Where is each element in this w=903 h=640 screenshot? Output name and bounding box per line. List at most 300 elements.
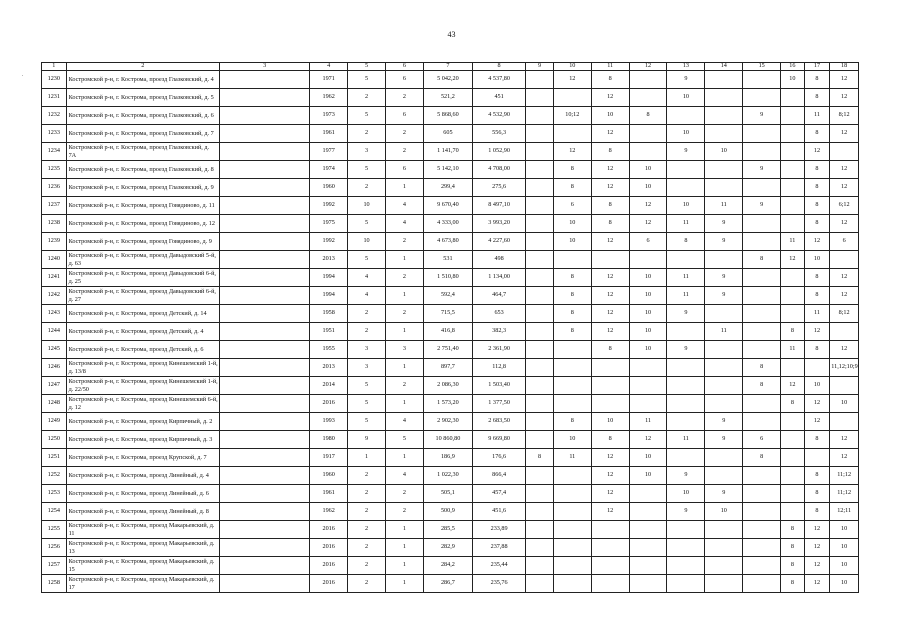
table-cell: 10 (667, 485, 705, 503)
table-cell (220, 305, 310, 323)
table-cell: 6 (629, 233, 667, 251)
table-cell: 11;12 (830, 467, 859, 485)
table-cell (526, 323, 554, 341)
table-cell: 6 (743, 431, 781, 449)
table-cell (553, 503, 591, 521)
table-cell: 9 (743, 107, 781, 125)
table-cell (553, 467, 591, 485)
table-cell: 2016 (310, 557, 348, 575)
table-cell: 4 537,80 (472, 71, 525, 89)
table-cell: 10 (629, 323, 667, 341)
table-cell: 2014 (310, 377, 348, 395)
table-cell: 186,9 (423, 449, 472, 467)
table-cell: 10 (629, 161, 667, 179)
table-cell: 1960 (310, 179, 348, 197)
table-cell (705, 557, 743, 575)
table-cell: 8 (553, 269, 591, 287)
row-number-cell: 1231 (42, 89, 67, 107)
table-cell: 4 (385, 215, 423, 233)
table-cell: 451 (472, 89, 525, 107)
row-number-cell: 1233 (42, 125, 67, 143)
table-cell: 8 497,10 (472, 197, 525, 215)
table-cell: 4 (348, 269, 386, 287)
table-cell: 2 (385, 377, 423, 395)
table-cell: 1917 (310, 449, 348, 467)
table-cell: 3 (348, 143, 386, 161)
table-row (42, 521, 859, 539)
table-cell: 1 (385, 449, 423, 467)
table-cell (667, 179, 705, 197)
table-cell: 12 (830, 431, 859, 449)
table-row (42, 197, 859, 215)
table-cell (526, 125, 554, 143)
table-cell (591, 251, 629, 269)
table-cell (553, 377, 591, 395)
table-cell: 12 (781, 377, 805, 395)
table-cell (553, 575, 591, 593)
table-cell: 6;12 (830, 197, 859, 215)
table-cell: 866,4 (472, 467, 525, 485)
table-cell: 10 (629, 449, 667, 467)
table-cell: 11 (781, 341, 805, 359)
row-number-cell: 1245 (42, 341, 67, 359)
column-number-header: 5 (348, 63, 386, 71)
address-cell: Костромской р-н, г. Кострома, проезд Кинешемский 1-й, д. 22/50 (66, 377, 220, 395)
table-cell (553, 359, 591, 377)
table-cell: 5 (385, 431, 423, 449)
housing-register-table (41, 62, 859, 593)
table-cell: 12 (591, 233, 629, 251)
table-cell: 8 (781, 539, 805, 557)
table-cell: 8 (781, 575, 805, 593)
table-cell: 12;11 (830, 503, 859, 521)
table-cell: 8 (804, 161, 830, 179)
table-cell: 8 (781, 521, 805, 539)
table-cell: 4 (385, 197, 423, 215)
table-cell: 2013 (310, 359, 348, 377)
table-cell (526, 71, 554, 89)
table-cell: 11 (667, 431, 705, 449)
table-cell: 8 (804, 71, 830, 89)
table-cell: 2 (385, 143, 423, 161)
address-cell: Костромской р-н, г. Кострома, проезд Кинешемский 6-й, д. 12 (66, 395, 220, 413)
table-cell: 112,8 (472, 359, 525, 377)
table-cell: 12 (591, 503, 629, 521)
row-number-cell: 1247 (42, 377, 67, 395)
table-cell (553, 485, 591, 503)
table-cell: 1 134,00 (472, 269, 525, 287)
table-cell (830, 143, 859, 161)
table-cell (629, 539, 667, 557)
table-cell (743, 305, 781, 323)
address-cell: Костромской р-н, г. Кострома, проезд Макарьевский, д. 15 (66, 557, 220, 575)
table-header (42, 63, 859, 71)
address-cell: Костромской р-н, г. Кострома, проезд Говядиново, д. 9 (66, 233, 220, 251)
table-cell: 8 (781, 323, 805, 341)
row-number-cell: 1253 (42, 485, 67, 503)
row-number-cell: 1241 (42, 269, 67, 287)
table-cell: 8 (553, 305, 591, 323)
table-cell (781, 449, 805, 467)
table-cell (667, 449, 705, 467)
table-cell: 284,2 (423, 557, 472, 575)
table-cell: 8 (591, 71, 629, 89)
table-cell: 11 (629, 413, 667, 431)
row-number-cell: 1237 (42, 197, 67, 215)
table-cell (220, 539, 310, 557)
table-cell: 12 (591, 467, 629, 485)
table-cell: 1 510,80 (423, 269, 472, 287)
table-cell (781, 107, 805, 125)
row-number-cell: 1255 (42, 521, 67, 539)
table-cell: 1962 (310, 89, 348, 107)
table-cell: 12 (591, 323, 629, 341)
table-cell (743, 503, 781, 521)
address-cell: Костромской р-н, г. Кострома, проезд Крупской, д. 7 (66, 449, 220, 467)
table-cell: 1955 (310, 341, 348, 359)
table-cell: 8 (591, 341, 629, 359)
address-cell: Костромской р-н, г. Кострома, проезд Глазковский, д. 4 (66, 71, 220, 89)
table-cell (743, 575, 781, 593)
table-cell: 500,9 (423, 503, 472, 521)
table-cell: 8 (804, 467, 830, 485)
table-cell: 1 (385, 251, 423, 269)
table-cell: 286,7 (423, 575, 472, 593)
table-cell (781, 413, 805, 431)
table-cell: 12 (804, 143, 830, 161)
table-cell: 12 (830, 449, 859, 467)
table-cell: 235,44 (472, 557, 525, 575)
address-cell: Костромской р-н, г. Кострома, проезд Линейный, д. 4 (66, 467, 220, 485)
address-cell: Костромской р-н, г. Кострома, проезд Давыдовский 6-й, д. 27 (66, 287, 220, 305)
table-cell (629, 521, 667, 539)
row-number-cell: 1240 (42, 251, 67, 269)
table-cell: 12 (591, 161, 629, 179)
table-cell: 2 (385, 89, 423, 107)
table-cell: 12 (804, 575, 830, 593)
table-cell (743, 557, 781, 575)
column-number-row (42, 63, 859, 71)
table-cell: 12 (804, 323, 830, 341)
table-body (42, 71, 859, 593)
table-cell (743, 341, 781, 359)
table-cell: 592,4 (423, 287, 472, 305)
table-cell: 416,8 (423, 323, 472, 341)
row-number-cell: 1230 (42, 71, 67, 89)
table-cell: 9 (667, 71, 705, 89)
table-cell: 9 669,80 (472, 431, 525, 449)
table-cell: 11 (804, 107, 830, 125)
table-cell: 10 (830, 557, 859, 575)
table-cell (705, 179, 743, 197)
table-cell: 10 (348, 197, 386, 215)
table-cell: 1974 (310, 161, 348, 179)
table-cell: 4 673,80 (423, 233, 472, 251)
address-cell: Костромской р-н, г. Кострома, проезд Кирпичный, д. 2 (66, 413, 220, 431)
table-cell (667, 413, 705, 431)
column-number-header: 2 (66, 63, 220, 71)
table-cell (220, 431, 310, 449)
table-row (42, 377, 859, 395)
table-cell: 2 (348, 179, 386, 197)
table-row (42, 341, 859, 359)
table-cell: 12 (830, 161, 859, 179)
table-cell (705, 377, 743, 395)
table-row (42, 179, 859, 197)
table-cell: 10 (830, 521, 859, 539)
table-cell: 299,4 (423, 179, 472, 197)
table-cell: 457,4 (472, 485, 525, 503)
address-cell: Костромской р-н, г. Кострома, проезд Линейный, д. 8 (66, 503, 220, 521)
table-cell: 1 022,30 (423, 467, 472, 485)
table-cell: 1975 (310, 215, 348, 233)
table-cell (629, 143, 667, 161)
table-cell: 1958 (310, 305, 348, 323)
table-cell: 8 (804, 197, 830, 215)
table-cell (220, 359, 310, 377)
table-row (42, 395, 859, 413)
table-cell: 9 (743, 197, 781, 215)
table-cell (705, 341, 743, 359)
table-cell: 1 (385, 287, 423, 305)
table-cell (705, 251, 743, 269)
table-cell (629, 557, 667, 575)
table-cell: 5 142,10 (423, 161, 472, 179)
table-cell: 12 (830, 269, 859, 287)
table-row (42, 557, 859, 575)
table-cell (220, 269, 310, 287)
table-cell (591, 521, 629, 539)
table-cell (526, 269, 554, 287)
table-cell: 2 (348, 305, 386, 323)
table-cell (743, 521, 781, 539)
table-cell (781, 197, 805, 215)
address-cell: Костромской р-н, г. Кострома, проезд Детский, д. 14 (66, 305, 220, 323)
table-cell: 8 (629, 107, 667, 125)
table-cell (743, 413, 781, 431)
table-cell: 8 (804, 287, 830, 305)
table-cell: 1992 (310, 233, 348, 251)
table-cell (220, 413, 310, 431)
table-cell: 10 (629, 287, 667, 305)
column-number-header: 12 (629, 63, 667, 71)
table-cell (526, 395, 554, 413)
table-cell (743, 395, 781, 413)
table-cell (220, 89, 310, 107)
table-cell (705, 449, 743, 467)
page-number: 43 (447, 30, 456, 39)
table-cell (553, 395, 591, 413)
table-cell (220, 467, 310, 485)
table-cell: 2 (348, 485, 386, 503)
address-cell: Костромской р-н, г. Кострома, проезд Глазковский, д. 6 (66, 107, 220, 125)
address-cell: Костромской р-н, г. Кострома, проезд Глазковский, д. 5 (66, 89, 220, 107)
table-cell: 10 (830, 539, 859, 557)
table-cell (705, 89, 743, 107)
table-cell (705, 305, 743, 323)
table-cell (667, 395, 705, 413)
table-cell: 2 (385, 305, 423, 323)
table-cell: 4 (385, 467, 423, 485)
table-cell: 11 (705, 323, 743, 341)
table-cell: 3 (385, 341, 423, 359)
column-number-header: 16 (781, 63, 805, 71)
table-cell: 12 (553, 143, 591, 161)
table-cell: 12 (591, 89, 629, 107)
table-cell: 5 042,20 (423, 71, 472, 89)
table-cell: 6 (553, 197, 591, 215)
table-cell (743, 485, 781, 503)
table-cell: 10 (629, 179, 667, 197)
table-cell (667, 539, 705, 557)
table-cell (553, 341, 591, 359)
column-number-header: 4 (310, 63, 348, 71)
table-cell (781, 305, 805, 323)
table-cell: 8 (591, 143, 629, 161)
table-row (42, 323, 859, 341)
table-cell: 9 (743, 161, 781, 179)
table-cell: 3 (348, 341, 386, 359)
table-cell (220, 503, 310, 521)
table-cell (220, 341, 310, 359)
table-cell: 9 (667, 503, 705, 521)
table-cell: 3 993,20 (472, 215, 525, 233)
table-cell: 4 227,60 (472, 233, 525, 251)
table-cell: 11 (804, 305, 830, 323)
table-cell (526, 143, 554, 161)
table-cell (220, 125, 310, 143)
table-cell: 176,6 (472, 449, 525, 467)
table-cell: 11,12;10;9 (830, 359, 859, 377)
table-cell: 531 (423, 251, 472, 269)
table-cell: 8 (743, 359, 781, 377)
table-cell: 12 (591, 179, 629, 197)
table-cell (743, 233, 781, 251)
table-cell: 1 (385, 323, 423, 341)
table-cell: 8 (743, 251, 781, 269)
table-cell (553, 89, 591, 107)
table-cell (629, 125, 667, 143)
table-cell: 12 (591, 125, 629, 143)
table-cell (220, 107, 310, 125)
table-cell (705, 575, 743, 593)
table-cell: 5 (348, 377, 386, 395)
table-cell: 8 (781, 557, 805, 575)
table-row (42, 431, 859, 449)
table-cell: 2 (348, 557, 386, 575)
table-cell: 1994 (310, 287, 348, 305)
address-cell: Костромской р-н, г. Кострома, проезд Макарьевский, д. 17 (66, 575, 220, 593)
table-cell: 9 (667, 341, 705, 359)
table-cell: 282,9 (423, 539, 472, 557)
table-cell: 6 (385, 71, 423, 89)
table-cell (220, 179, 310, 197)
table-cell: 5 868,60 (423, 107, 472, 125)
table-cell (629, 503, 667, 521)
table-cell: 1961 (310, 485, 348, 503)
table-cell: 8 (553, 323, 591, 341)
table-cell: 5 (348, 107, 386, 125)
table-cell: 2 (348, 521, 386, 539)
row-number-cell: 1238 (42, 215, 67, 233)
table-cell: 8;12 (830, 305, 859, 323)
table-cell: 1 (385, 359, 423, 377)
table-cell (705, 125, 743, 143)
table-cell (526, 431, 554, 449)
table-cell: 2 902,30 (423, 413, 472, 431)
table-cell: 1 052,90 (472, 143, 525, 161)
table-cell (526, 467, 554, 485)
table-cell (743, 269, 781, 287)
table-cell: 521,2 (423, 89, 472, 107)
table-cell (667, 359, 705, 377)
table-cell: 4 (348, 287, 386, 305)
table-cell: 10 (591, 413, 629, 431)
table-row (42, 503, 859, 521)
table-cell (629, 395, 667, 413)
table-cell (743, 179, 781, 197)
address-cell: Костромской р-н, г. Кострома, проезд Глазковский, д. 9 (66, 179, 220, 197)
table-cell (526, 197, 554, 215)
table-cell: 12 (591, 485, 629, 503)
address-cell: Костромской р-н, г. Кострома, проезд Макарьевский, д. 13 (66, 539, 220, 557)
table-cell: 1971 (310, 71, 348, 89)
table-cell: 505,1 (423, 485, 472, 503)
table-cell: 8 (667, 233, 705, 251)
address-cell: Костромской р-н, г. Кострома, проезд Линейный, д. 6 (66, 485, 220, 503)
table-cell (526, 161, 554, 179)
table-cell: 8 (591, 431, 629, 449)
table-cell: 1 573,20 (423, 395, 472, 413)
table-cell: 5 (348, 395, 386, 413)
table-cell: 12 (591, 269, 629, 287)
row-number-cell: 1232 (42, 107, 67, 125)
table-cell: 1 (385, 539, 423, 557)
table-row (42, 143, 859, 161)
table-cell (629, 575, 667, 593)
table-cell (526, 539, 554, 557)
table-cell: 235,76 (472, 575, 525, 593)
table-row (42, 251, 859, 269)
table-cell: 382,3 (472, 323, 525, 341)
table-row (42, 449, 859, 467)
table-cell: 8 (553, 161, 591, 179)
table-cell: 1 503,40 (472, 377, 525, 395)
table-cell: 1973 (310, 107, 348, 125)
row-number-cell: 1248 (42, 395, 67, 413)
table-cell (667, 377, 705, 395)
column-number-header: 13 (667, 63, 705, 71)
table-cell (743, 71, 781, 89)
table-row (42, 305, 859, 323)
table-cell: 2 (348, 467, 386, 485)
table-cell: 4 708,00 (472, 161, 525, 179)
table-cell: 8 (526, 449, 554, 467)
table-cell (220, 197, 310, 215)
table-row (42, 467, 859, 485)
table-row (42, 485, 859, 503)
table-cell (781, 143, 805, 161)
table-cell: 10 (629, 269, 667, 287)
table-cell: 5 (348, 215, 386, 233)
table-cell: 8 (553, 179, 591, 197)
table-cell (526, 359, 554, 377)
table-cell: 2016 (310, 521, 348, 539)
table-cell: 6 (385, 107, 423, 125)
table-cell: 9 (667, 467, 705, 485)
table-cell (526, 485, 554, 503)
table-cell (220, 215, 310, 233)
